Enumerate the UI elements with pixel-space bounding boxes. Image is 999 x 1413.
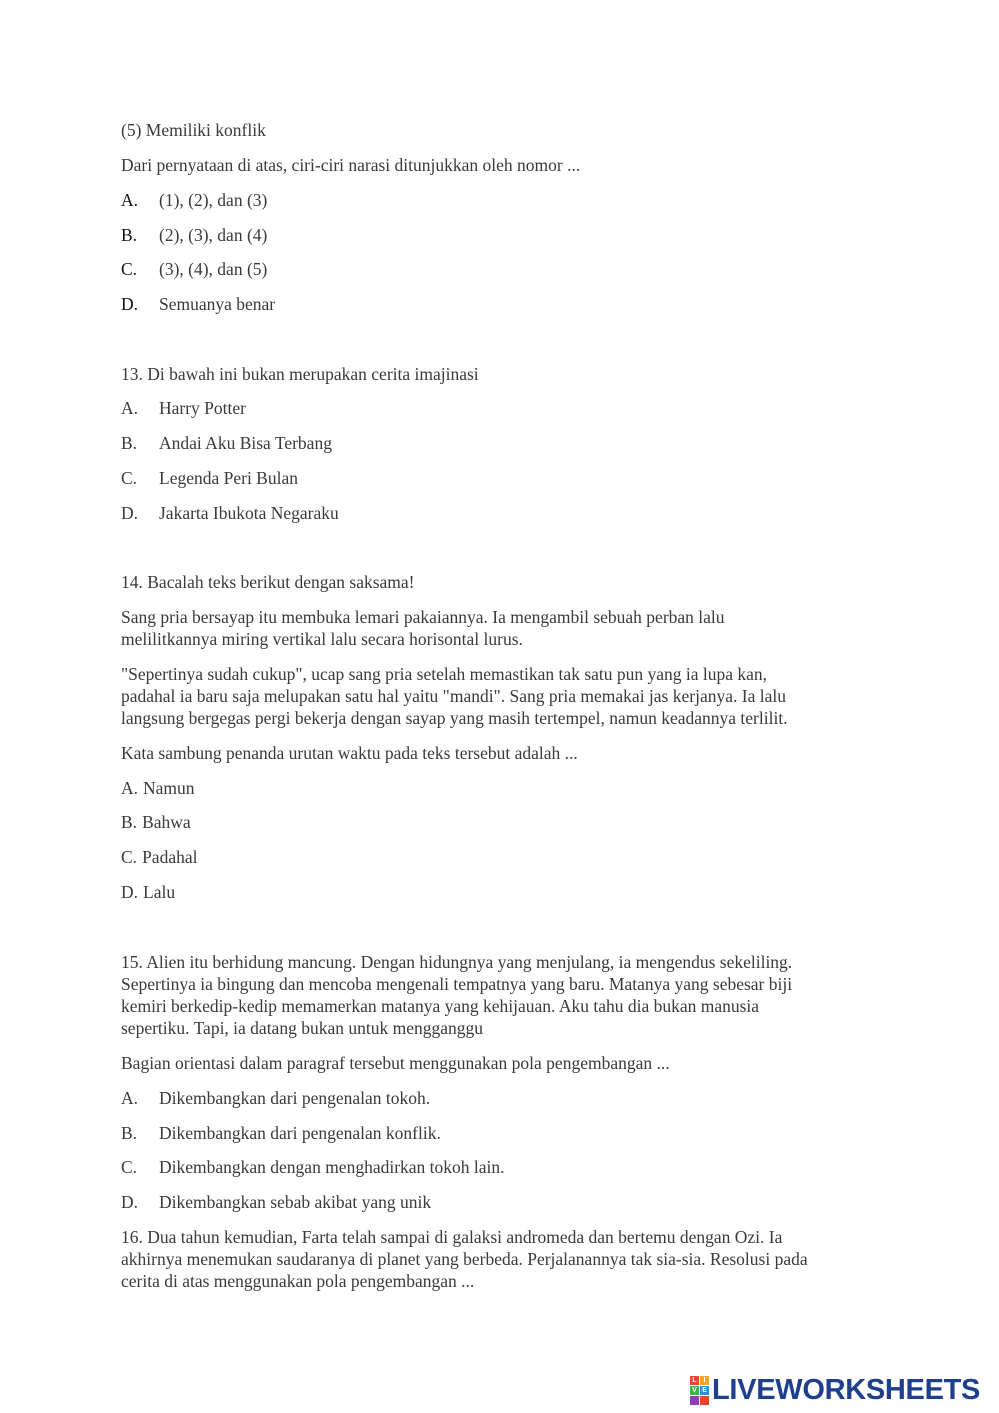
q12-option-d[interactable] <box>121 293 275 315</box>
option-letter: C. <box>121 468 138 488</box>
option-letter: D. <box>121 294 139 314</box>
option-text: Padahal <box>142 847 198 867</box>
option-letter: A. <box>121 190 139 210</box>
logo-cell <box>700 1396 709 1405</box>
option-letter: C. <box>121 259 138 279</box>
option-text: (2), (3), dan (4) <box>159 225 268 245</box>
q15-question <box>121 951 891 1039</box>
text-line: kemiri berkedip-kedip memamerkan matanya yang kehijauan. Aku tahu dia bukan manusia <box>121 996 760 1016</box>
text-line: cerita di atas menggunakan pola pengembangan ... <box>121 1271 475 1291</box>
option-text: Dikembangkan dari pengenalan konflik. <box>159 1123 441 1143</box>
option-letter: B. <box>121 1123 138 1143</box>
q14-option-c[interactable] <box>121 846 197 868</box>
q15-option-a[interactable] <box>121 1087 430 1109</box>
option-letter: D. <box>121 882 139 902</box>
logo-cell: E <box>700 1386 709 1395</box>
logo-wordmark: LIVEWORKSHEETS <box>712 1374 981 1406</box>
option-text: (3), (4), dan (5) <box>159 259 268 279</box>
q12-prompt: Dari pernyataan di atas, ciri-ciri narasi ditunjukkan oleh nomor ... <box>121 155 581 175</box>
option-text: Namun <box>143 778 195 798</box>
option-text: Harry Potter <box>159 398 246 418</box>
q14-question: 14. Bacalah teks berikut dengan saksama! <box>121 572 415 592</box>
q15-option-c[interactable] <box>121 1156 505 1178</box>
q14-paragraph-1 <box>121 606 891 650</box>
option-letter: C. <box>121 847 138 867</box>
q13-question: 13. Di bawah ini bukan merupakan cerita imajinasi <box>121 364 479 384</box>
logo-cell <box>690 1396 699 1405</box>
option-text: Andai Aku Bisa Terbang <box>159 433 332 453</box>
text-line: langsung bergegas pergi bekerja dengan sayap yang masih tertempel, namun keadannya terlilit. <box>121 708 788 728</box>
q14-option-a[interactable] <box>121 777 195 799</box>
q14-paragraph-2 <box>121 663 891 729</box>
text-line: padahal ia baru saja melupakan satu hal yaitu "mandi". Sang pria memakai jas kerjanya. Ia lalu <box>121 686 786 706</box>
q15-option-b[interactable] <box>121 1122 441 1144</box>
option-letter: A. <box>121 398 139 418</box>
q16-question <box>121 1226 891 1292</box>
option-letter: D. <box>121 1192 139 1212</box>
q14-option-d[interactable] <box>121 881 175 903</box>
option-text: Legenda Peri Bulan <box>159 468 298 488</box>
q12-option-c[interactable] <box>121 258 267 280</box>
option-text: Semuanya benar <box>159 294 276 314</box>
logo-mark-icon <box>690 1376 709 1405</box>
option-text: Dikembangkan dari pengenalan tokoh. <box>159 1088 431 1108</box>
option-text: Bahwa <box>142 812 191 832</box>
option-letter: C. <box>121 1157 138 1177</box>
q15-option-d[interactable] <box>121 1191 431 1213</box>
text-line: sepertiku. Tapi, ia datang bukan untuk mengganggu <box>121 1018 483 1038</box>
text-line: Sepertinya ia bingung dan mencoba mengenali tempatnya yang baru. Matanya yang sebesar biji <box>121 974 793 994</box>
text-line: "Sepertinya sudah cukup", ucap sang pria setelah memastikan tak satu pun yang ia lupa kan, <box>121 664 768 684</box>
q15-prompt: Bagian orientasi dalam paragraf tersebut menggunakan pola pengembangan ... <box>121 1053 670 1073</box>
option-letter: A. <box>121 1088 139 1108</box>
logo-cell: I <box>700 1376 709 1385</box>
option-letter: B. <box>121 225 138 245</box>
option-letter: A. <box>121 778 139 798</box>
q14-prompt: Kata sambung penanda urutan waktu pada teks tersebut adalah ... <box>121 743 578 763</box>
option-text: Dikembangkan dengan menghadirkan tokoh lain. <box>159 1157 505 1177</box>
q12-option-a[interactable] <box>121 189 267 211</box>
text-line: akhirnya menemukan saudaranya di planet yang berbeda. Perjalanannya tak sia-sia. Resolusi pada <box>121 1249 808 1269</box>
option-letter: D. <box>121 503 139 523</box>
option-letter: B. <box>121 433 138 453</box>
option-text: Dikembangkan sebab akibat yang unik <box>159 1192 432 1212</box>
q13-option-b[interactable] <box>121 432 332 454</box>
liveworksheets-logo[interactable] <box>690 1376 980 1404</box>
logo-cell: L <box>690 1376 699 1385</box>
q12-option-b[interactable] <box>121 224 267 246</box>
text-line: Sang pria bersayap itu membuka lemari pakaiannya. Ia mengambil sebuah perban lalu <box>121 607 725 627</box>
q12-statement-5: (5) Memiliki konflik <box>121 120 266 140</box>
option-text: Lalu <box>143 882 176 902</box>
q13-option-c[interactable] <box>121 467 298 489</box>
text-line: 15. Alien itu berhidung mancung. Dengan hidungnya yang menjulang, ia mengendus sekeliling. <box>121 952 793 972</box>
option-text: (1), (2), dan (3) <box>159 190 268 210</box>
q13-option-a[interactable] <box>121 397 246 419</box>
q13-option-d[interactable] <box>121 502 339 524</box>
text-line: 16. Dua tahun kemudian, Farta telah sampai di galaksi andromeda dan bertemu dengan Ozi. Ia <box>121 1227 783 1247</box>
option-letter: B. <box>121 812 138 832</box>
text-line: melilitkannya miring vertikal lalu secara horisontal lurus. <box>121 629 523 649</box>
option-text: Jakarta Ibukota Negaraku <box>159 503 339 523</box>
q14-option-b[interactable] <box>121 811 191 833</box>
logo-cell: V <box>690 1386 699 1395</box>
